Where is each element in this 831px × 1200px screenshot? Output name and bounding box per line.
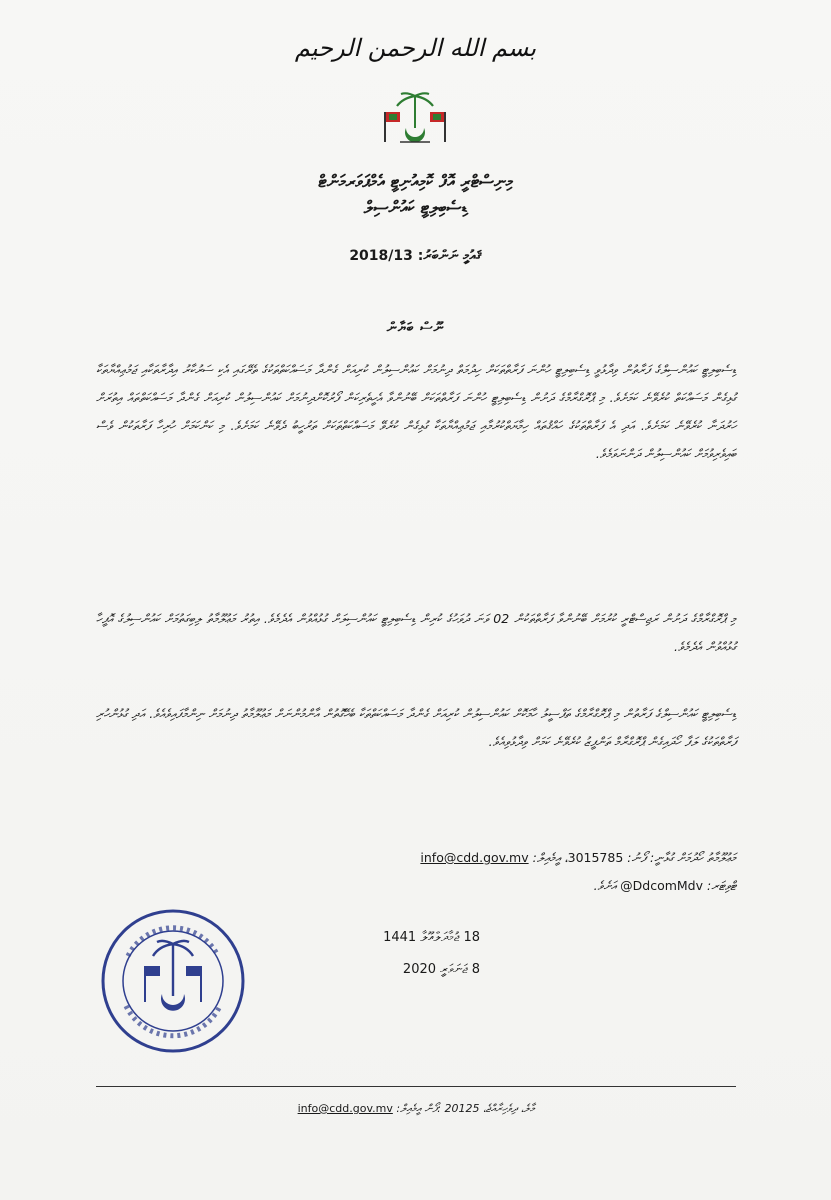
body-paragraph-1: ޑިސެބިލިޓީ ކައުންސިލްގެ ފަރާތުން ވިދާޅުވީ ޑިސެބިލިޓީ ހުންނަ ފަރާތްތަކަށް ހިދުމަތް ދިނުމަށް ކައުންސިލުން ކުރިއަށް ގެންދާ މަސައްކަތްތަކުގެ ތެރޭގައި އެކި ސަރުކާރު އިދާރާތަކާއި ޖަމުޢިއްޔާތަކާ ގުޅިގެން މަސައްކަތް ކުރެވޭނެ ކަމަށެވެ. މި ޕްރޮގްރާމްގެ ދަށުން ޑިސެބިލިޓީ ހުންނަ ފަރާތްތަކަށް ބޭނުންވާ އެހީތެރިކަން ފޯރުކޮށްދިނުމަށް ކައުންސިލުން ކުރިއަށް ގެންދާ މަސައްކަތްތައް އިތުރަށް ހަރުދަނާ ކުރެވޭނެ ކަމަށެވެ. އަދި އެ ފަރާތްތަކުގެ ހައްޤުތައް ހިމާޔަތްކުރުމާއި ޖަމުޢިއްޔާތަކާ ގުޅިގެން ކުރެވޭ މަސައްކަތްތަކަށް ތަރުހީބު ދެވޭނެ ކަމަށެވެ. މި ކަންކަމަށް ހުރިހާ ފަރާތަކުން ވެސް ބައިވެރިވުމަށް ކައުންސިލުން ދަންނަވަމެވެ. — [96, 362, 736, 461]
body-paragraph-3: ޑިސެބިލިޓީ ކައުންސިލްގެ ފަރާތުން މި ޕްރޮގްރާމްގެ ތަފްސީލު ހާމަކޮށް ކައުންސިލުން ކުރިއަށް ގެންދާ މަސައްކަތްތަކާ ބެހޭގޮތުން އާންމުންނަށް މަޢުލޫމާތު ދިނުމަށް ނިންމާފައިވެއެވެ. އަދި ގުޅުންހުރި ފަރާތްތަކުގެ ލަފާ ހޯދައިގެން ޕްރޮގްރާމް ތަންފީޒު ކުރެވޭނެ ކަމަށް ވިދާޅުވިއެވެ. — [96, 706, 736, 749]
hijri-date — [350, 930, 480, 945]
twitter-handle[interactable]: @DdcomMdv — [620, 878, 704, 893]
greg-day: 8 — [471, 962, 480, 977]
office-name: ޑިސެބިލިޓީ ކައުންސިލް — [363, 198, 468, 218]
contact-block — [96, 844, 736, 900]
bismillah-calligraphy: بسم الله الرحمن الرحيم — [294, 34, 537, 62]
document-title: ނޫސް ބަޔާން — [386, 320, 445, 336]
footer-address-text: މާލެ، ދިވެހިރާއްޖެ، 20125 :ފޯން — [424, 1102, 535, 1115]
reference-label: ޤައުމީ ނަންބަރު: — [417, 248, 482, 264]
footer-email-label: އީމެއިލް: — [396, 1102, 421, 1115]
greg-month: ޖަނަވަރީ — [440, 962, 468, 977]
twitter-suffix: އަށެވެ. — [593, 878, 617, 893]
reference-number — [60, 248, 771, 264]
hijri-day: 18 — [463, 930, 480, 945]
contact-label: މަޢުލޫމާތު ހޯދުމަށް ގުޅާނީ: ފޯނު: — [627, 850, 736, 865]
gregorian-date — [350, 962, 480, 977]
hijri-month: ޖުމާދަލްއޫލާ — [420, 930, 460, 945]
official-seal-icon — [98, 906, 248, 1056]
footer-address — [96, 1102, 736, 1116]
footer-divider — [96, 1086, 736, 1087]
national-emblem-icon — [372, 88, 458, 148]
footer-email-link[interactable]: info@cdd.gov.mv — [297, 1102, 393, 1115]
reference-value: 2018/13 — [349, 248, 413, 264]
body-paragraph-2: މި ޕްރޮގްރާމްގެ ދަށުން ރަޖިސްޓްރީ ކުރުމަށް ބޭނުންވާ ފަރާތްތަކުން 02 ވަނަ ދުވަހުގެ ކުރިން ޑިސެބިލިޓީ ކައުންސިލަށް ގުޅުއްވުން އެދެމެވެ. އިތުރު މަޢުލޫމާތު ލިބިގަތުމަށް ކައުންސިލުގެ އޮފީހާ ގުޅުއްވުން އެދެމެވެ. — [96, 611, 736, 654]
contact-line-1: މަޢުލޫމާތު ހޯދުމަށް ގުޅާނީ: ފޯނު: 3015785، އީމެއިލް: info@cdd.gov.mv — [420, 850, 736, 865]
email-label: އީމެއިލް: — [532, 850, 561, 865]
hijri-year: 1441 — [383, 930, 417, 945]
phone-number: 3015785 — [567, 850, 624, 865]
greg-year: 2020 — [402, 962, 437, 977]
contact-line-2 — [96, 872, 736, 900]
ministry-name: މިނިސްޓްރީ އޮފް ކޮމިއުނިޓީ އެމްޕަވަރމަންޓް — [318, 172, 513, 192]
twitter-label: ޓްވިޓަރ: — [707, 878, 736, 893]
email-link[interactable]: info@cdd.gov.mv — [420, 850, 529, 865]
